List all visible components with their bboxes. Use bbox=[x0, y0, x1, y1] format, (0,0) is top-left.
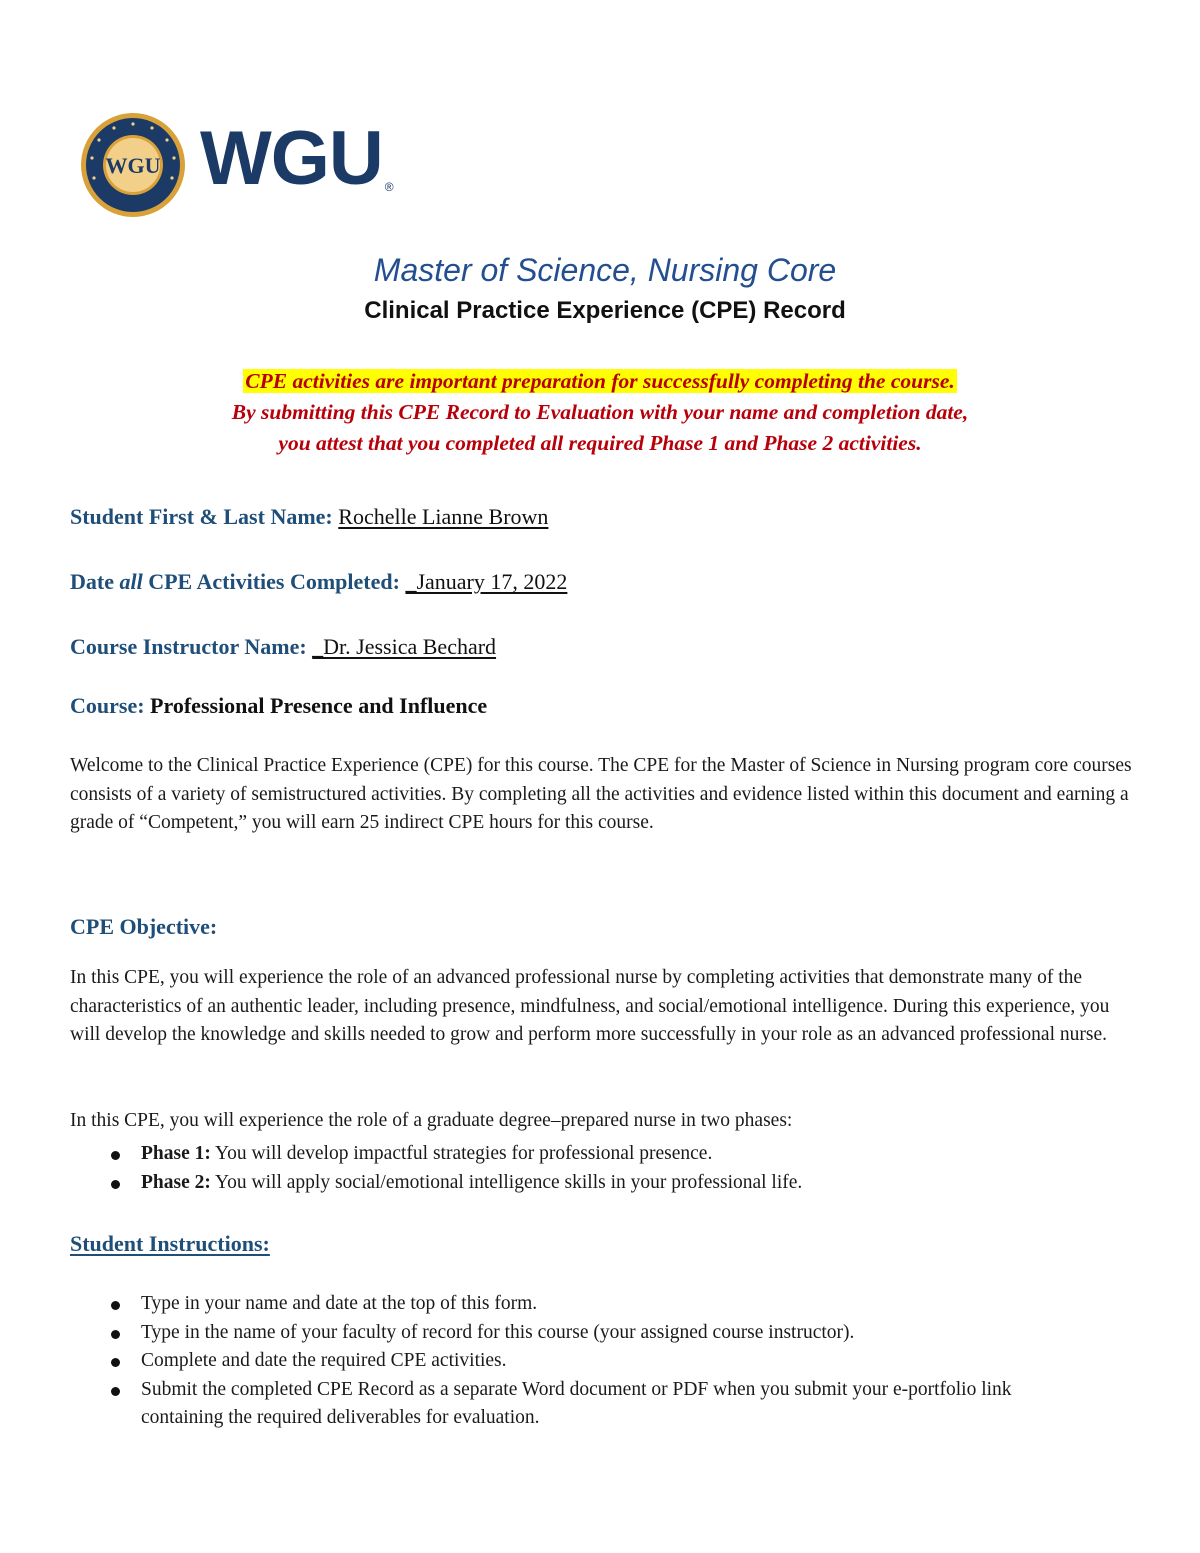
bullet-icon bbox=[111, 1387, 120, 1396]
notice-line-2: By submitting this CPE Record to Evaluation with your name and completion date, bbox=[231, 400, 969, 424]
course-value: Professional Presence and Influence bbox=[150, 693, 488, 718]
phases-intro: In this CPE, you will experience the role of a graduate degree–prepared nurse in two phases: bbox=[70, 1110, 793, 1131]
bullet-icon bbox=[111, 1180, 120, 1189]
bullet-icon bbox=[111, 1301, 120, 1310]
list-item: Complete and date the required CPE activities. bbox=[70, 1347, 1130, 1376]
course-field bbox=[70, 693, 487, 719]
objective-paragraph: In this CPE, you will experience the role of an advanced professional nurse by completing activities that demonstrate many of the characteristics of an authentic leader, including presence, mindfulness, and social/emotional intelligence. During this experience, you will develop the knowledge and skills needed to grow and perform more successfully in your role as an advanced professional nurse. bbox=[70, 967, 1110, 1045]
instructor-value[interactable]: _Dr. Jessica Bechard bbox=[312, 634, 497, 659]
student-name-label: Student First & Last Name: bbox=[70, 504, 333, 529]
wgu-seal-icon bbox=[80, 112, 186, 218]
instructor-field bbox=[70, 634, 496, 660]
date-label-post: CPE Activities Completed: bbox=[142, 569, 400, 594]
bullet-icon bbox=[111, 1330, 120, 1339]
objective-heading: CPE Objective: bbox=[70, 914, 218, 939]
bullet-icon bbox=[111, 1358, 120, 1367]
wgu-wordmark: WGU bbox=[200, 116, 383, 201]
notice-line-1: CPE activities are important preparation for successfully completing the course. bbox=[245, 369, 955, 393]
completion-date-value[interactable]: _January 17, 2022 bbox=[405, 569, 568, 594]
date-label-emphasis: all bbox=[119, 569, 143, 594]
instructions-list bbox=[70, 1290, 1130, 1433]
instructions-heading: Student Instructions: bbox=[70, 1231, 270, 1256]
svg-text:WGU: WGU bbox=[105, 153, 161, 178]
notice-line-3: you attest that you completed all required Phase 1 and Phase 2 activities. bbox=[278, 431, 922, 455]
wgu-logo bbox=[80, 112, 394, 218]
attestation-notice bbox=[0, 366, 1200, 459]
instructor-label: Course Instructor Name: bbox=[70, 634, 307, 659]
document-title: Master of Science, Nursing Core bbox=[373, 252, 837, 288]
course-label: Course: bbox=[70, 693, 145, 718]
student-name-field bbox=[70, 504, 548, 530]
document-subtitle: Clinical Practice Experience (CPE) Record bbox=[364, 297, 846, 324]
list-item: Submit the completed CPE Record as a separate Word document or PDF when you submit your e-portfolio link containing the required deliverables for evaluation. bbox=[70, 1376, 1130, 1433]
list-item: Phase 2: You will apply social/emotional intelligence skills in your professional life. bbox=[70, 1169, 1130, 1198]
welcome-paragraph: Welcome to the Clinical Practice Experience (CPE) for this course. The CPE for the Master of Science in Nursing program core courses consists of a variety of semistructured activities. By completing all the activities and evidence listed within this document and earning a grade of “Competent,” you will earn 25 indirect CPE hours for this course. bbox=[70, 755, 1132, 833]
list-item: Type in the name of your faculty of record for this course (your assigned course instructor). bbox=[70, 1319, 1130, 1348]
completion-date-field bbox=[70, 569, 567, 595]
bullet-icon bbox=[111, 1151, 120, 1160]
list-item: Type in your name and date at the top of this form. bbox=[70, 1290, 1130, 1319]
phase-list bbox=[70, 1140, 1130, 1197]
registered-mark: ® bbox=[384, 180, 394, 194]
list-item: Phase 1: You will develop impactful strategies for professional presence. bbox=[70, 1140, 1130, 1169]
date-label-pre: Date bbox=[70, 569, 120, 594]
student-name-value[interactable]: Rochelle Lianne Brown bbox=[338, 504, 549, 529]
